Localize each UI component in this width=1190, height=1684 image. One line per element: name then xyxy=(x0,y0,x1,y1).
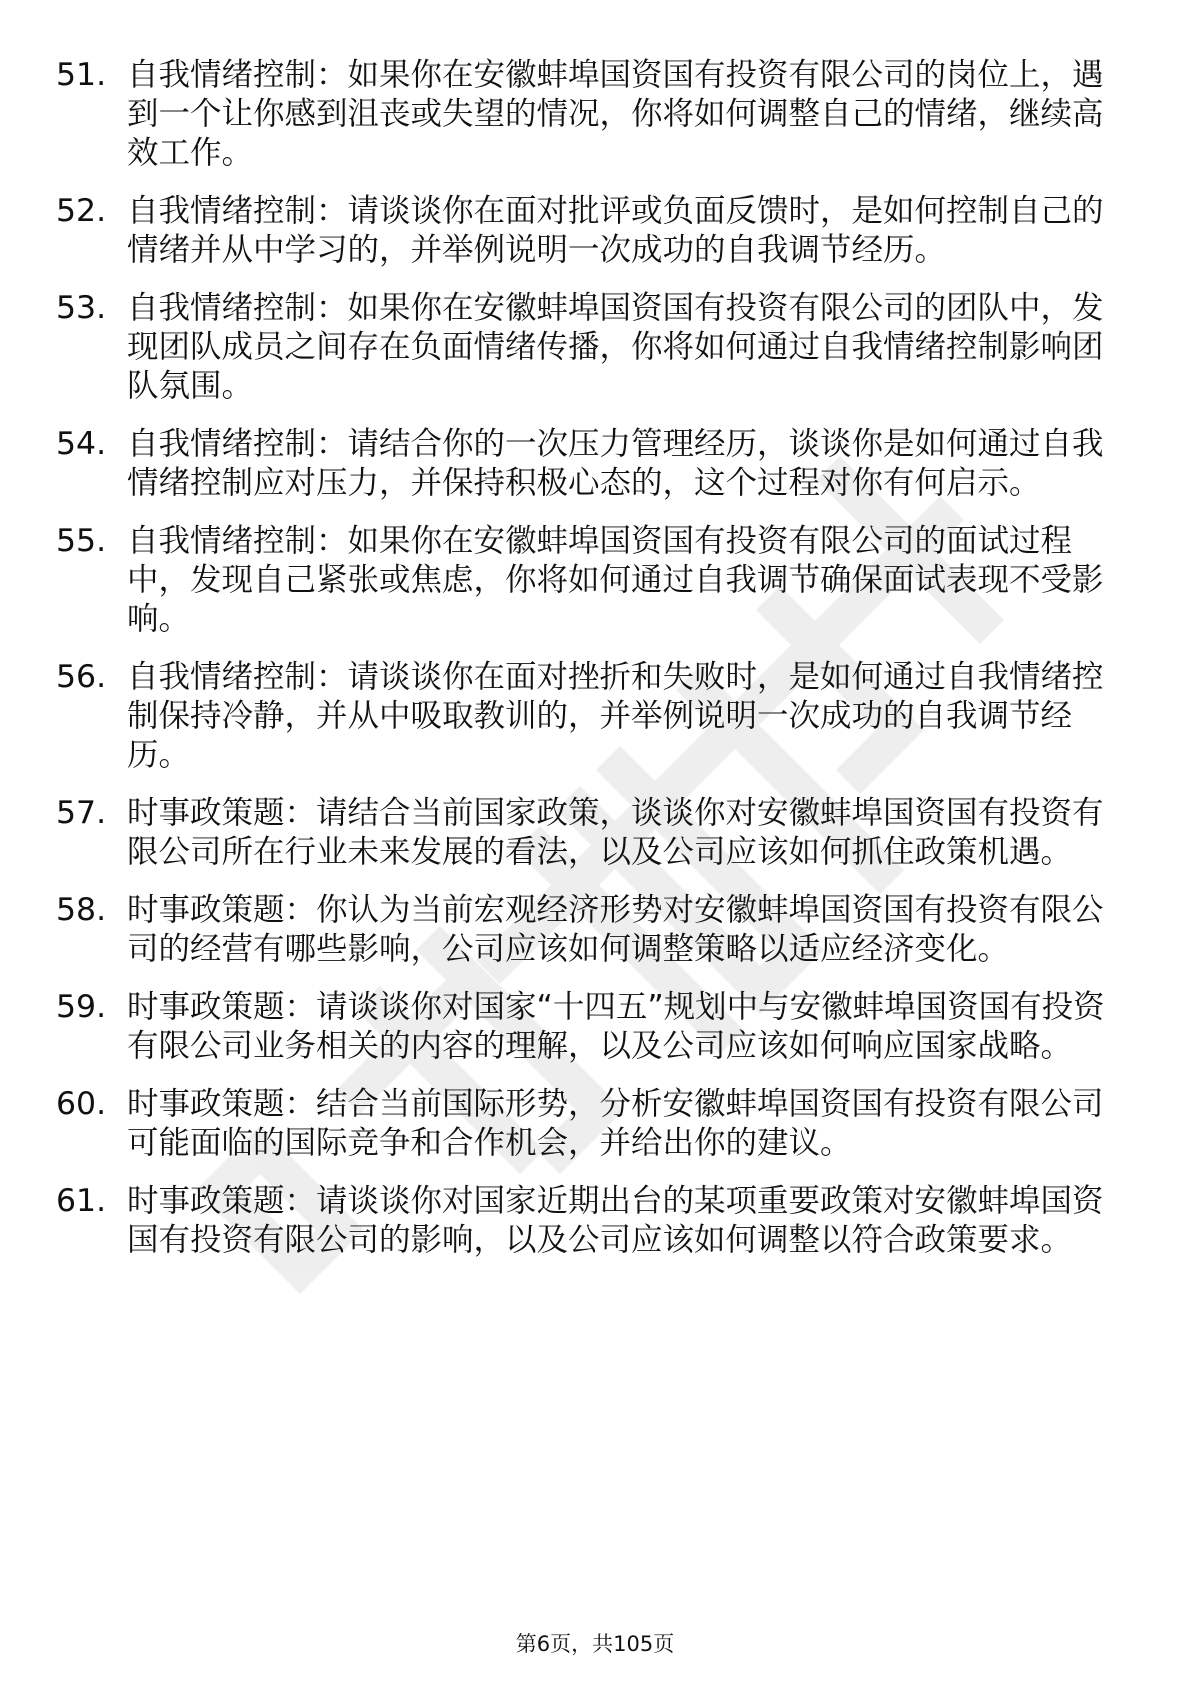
question-number: 56. xyxy=(56,659,107,695)
question-text: 自我情绪控制：如果你在安徽蚌埠国资国有投资有限公司的团队中，发现团队成员之间存在负面情绪传播，你将如何通过自我情绪控制影响团队氛围。 xyxy=(127,290,1104,404)
question-number: 51. xyxy=(56,57,107,93)
question-text: 自我情绪控制：请结合你的一次压力管理经历，谈谈你是如何通过自我情绪控制应对压力，并保持积极心态的，这个过程对你有何启示。 xyxy=(127,426,1104,501)
question-number: 57. xyxy=(56,795,107,831)
question-text: 时事政策题：请谈谈你对国家近期出台的某项重要政策对安徽蚌埠国资国有投资有限公司的影响，以及公司应该如何调整以符合政策要求。 xyxy=(127,1183,1104,1258)
question-text: 自我情绪控制：如果你在安徽蚌埠国资国有投资有限公司的岗位上，遇到一个让你感到沮丧或失望的情况，你将如何调整自己的情绪，继续高效工作。 xyxy=(127,57,1104,171)
question-text: 时事政策题：请谈谈你对国家“十四五”规划中与安徽蚌埠国资国有投资有限公司业务相关的内容的理解，以及公司应该如何响应国家战略。 xyxy=(127,989,1105,1064)
question-text: 自我情绪控制：请谈谈你在面对批评或负面反馈时，是如何控制自己的情绪并从中学习的，并举例说明一次成功的自我调节经历。 xyxy=(127,193,1104,268)
question-item-54 xyxy=(0,425,1190,503)
question-item-57 xyxy=(0,794,1190,872)
question-item-60 xyxy=(0,1085,1190,1163)
question-text: 时事政策题：你认为当前宏观经济形势对安徽蚌埠国资国有投资有限公司的经营有哪些影响，公司应该如何调整策略以适应经济变化。 xyxy=(127,892,1104,967)
question-item-51 xyxy=(0,56,1190,173)
question-number: 54. xyxy=(56,426,107,462)
question-number: 55. xyxy=(56,523,107,559)
question-item-58 xyxy=(0,891,1190,969)
question-number: 58. xyxy=(56,892,107,928)
question-number: 60. xyxy=(56,1086,107,1122)
question-item-55 xyxy=(0,522,1190,639)
question-number: 53. xyxy=(56,290,107,326)
question-text: 自我情绪控制：请谈谈你在面对挫折和失败时，是如何通过自我情绪控制保持冷静，并从中吸取教训的，并举例说明一次成功的自我调节经历。 xyxy=(127,659,1104,773)
question-number: 52. xyxy=(56,193,107,229)
question-number: 59. xyxy=(56,989,107,1025)
page-number-label: 第6页，共105页 xyxy=(515,1632,675,1656)
question-text: 自我情绪控制：如果你在安徽蚌埠国资国有投资有限公司的面试过程中，发现自己紧张或焦虑，你将如何通过自我调节确保面试表现不受影响。 xyxy=(127,523,1104,637)
question-text: 时事政策题：请结合当前国家政策，谈谈你对安徽蚌埠国资国有投资有限公司所在行业未来发展的看法，以及公司应该如何抓住政策机遇。 xyxy=(127,795,1104,870)
question-item-52 xyxy=(0,192,1190,270)
question-list xyxy=(0,56,1190,1279)
page-footer xyxy=(0,1630,1190,1658)
question-item-61 xyxy=(0,1182,1190,1260)
question-number: 61. xyxy=(56,1183,107,1219)
question-item-59 xyxy=(0,988,1190,1066)
question-text: 时事政策题：结合当前国际形势，分析安徽蚌埠国资国有投资有限公司可能面临的国际竞争和合作机会，并给出你的建议。 xyxy=(127,1086,1104,1161)
question-item-56 xyxy=(0,658,1190,775)
question-item-53 xyxy=(0,289,1190,406)
